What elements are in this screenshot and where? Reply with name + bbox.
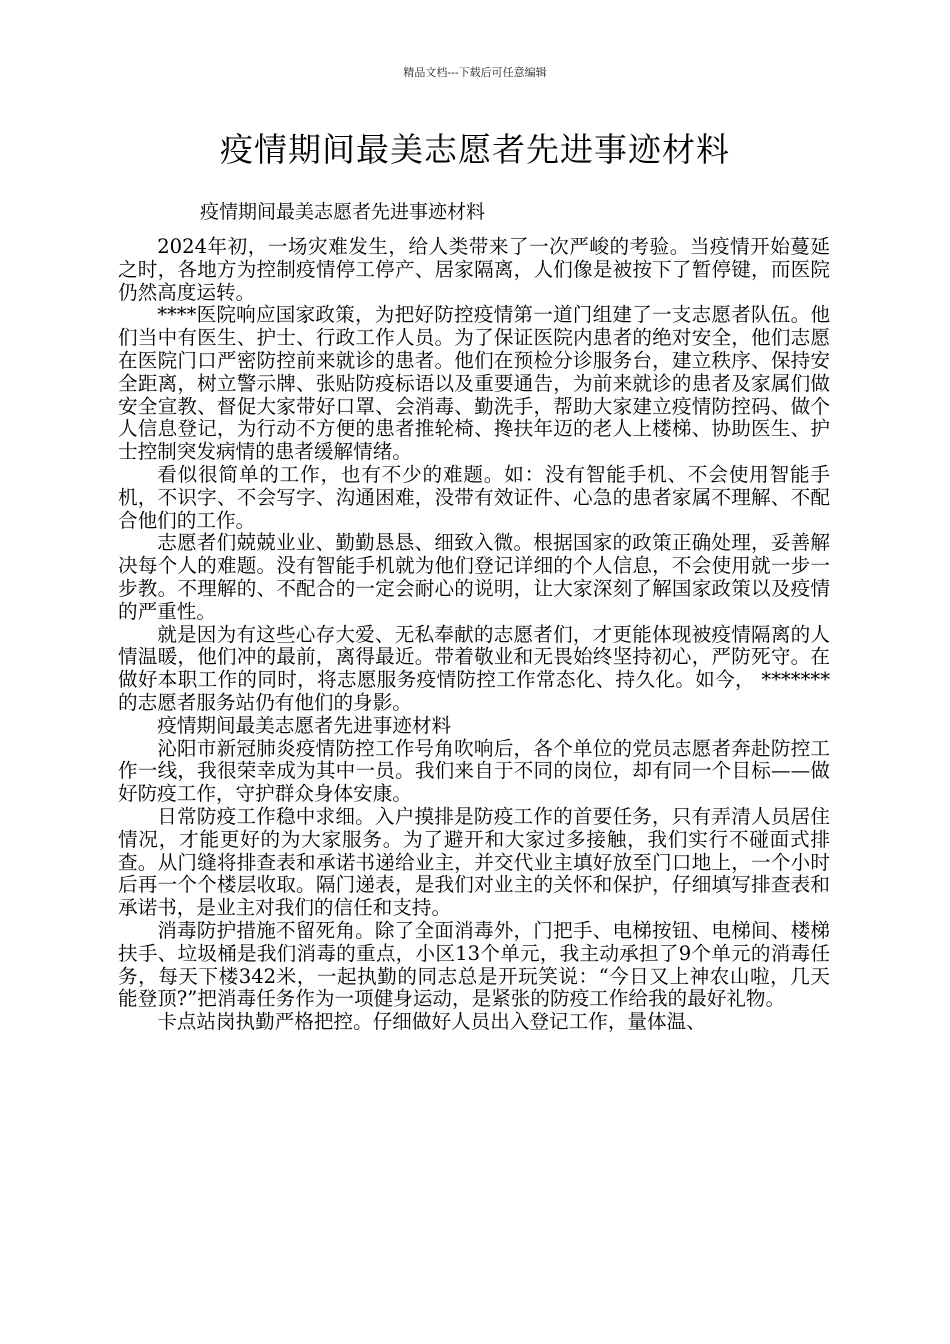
document-title: 疫情期间最美志愿者先进事迹材料 bbox=[220, 130, 730, 169]
paragraph: 志愿者们兢兢业业、勤勤恳恳、细致入微。根据国家的政策正确处理，妥善解决每个人的难题。没有智能手机就为他们登记详细的个人信息，不会使用就一步一步教。不理解的、不配合的一定会耐心的说明，让大家深刻了解国家政策以及疫情的严重性。 bbox=[118, 531, 830, 623]
paragraph: 就是因为有这些心存大爱、无私奉献的志愿者们，才更能体现被疫情隔离的人情温暖，他们冲的最前，离得最近。带着敬业和无畏始终坚持初心，严防死守。在做好本职工作的同时，将志愿服务疫情防控工作常态化、持久化。如今， *******的志愿者服务站仍有他们的身影。 bbox=[118, 622, 830, 714]
document-subtitle: 疫情期间最美志愿者先进事迹材料 bbox=[200, 201, 486, 223]
paragraph: 日常防疫工作稳中求细。入户摸排是防疫工作的首要任务，只有弄清人员居住情况，才能更好的为大家服务。为了避开和大家过多接触，我们实行不碰面式排查。从门缝将排查表和承诺书递给业主，并交代业主填好放至门口地上，一个小时后再一个个楼层收取。隔门递表，是我们对业主的关怀和保护，仔细填写排查表和承诺书，是业主对我们的信任和支持。 bbox=[118, 804, 830, 920]
paragraph: 看似很简单的工作，也有不少的难题。如：没有智能手机、不会使用智能手机，不识字、不会写字、沟通困难，没带有效证件、心急的患者家属不理解、不配合他们的工作。 bbox=[118, 462, 830, 532]
page-header-note: 精品文档---下载后可任意编辑 bbox=[403, 66, 547, 79]
document-body bbox=[118, 236, 830, 1034]
paragraph: 2024年初，一场灾难发生，给人类带来了一次严峻的考验。当疫情开始蔓延之时，各地方为控制疫情停工停产、居家隔离，人们像是被按下了暂停键，而医院仍然高度运转。 bbox=[118, 235, 830, 304]
paragraph: ****医院响应国家政策，为把好防控疫情第一道门组建了一支志愿者队伍。他们当中有医生、护士、行政工作人员。为了保证医院内患者的绝对安全，他们志愿在医院门口严密防控前来就诊的患者。他们在预检分诊服务台，建立秩序、保持安全距离，树立警示牌、张贴防疫标语以及重要通告，为前来就诊的患者及家属们做安全宣教、督促大家带好口罩、会消毒、勤洗手，帮助大家建立疫情防控码、做个人信息登记，为行动不方便的患者推轮椅、搀扶年迈的老人上楼梯、协助医生、护士控制突发病情的患者缓解情绪。 bbox=[118, 303, 830, 464]
paragraph: 消毒防护措施不留死角。除了全面消毒外，门把手、电梯按钮、电梯间、楼梯扶手、垃圾桶是我们消毒的重点，小区13个单元，我主动承担了9个单元的消毒任务，每天下楼342米，一起执勤的同志总是开玩笑说：“今日又上神农山啦，几天能登顶?”把消毒任务作为一项健身运动，是紧张的防疫工作给我的最好礼物。 bbox=[118, 918, 830, 1011]
paragraph: 卡点站岗执勤严格把控。仔细做好人员出入登记工作，量体温、 bbox=[157, 1010, 706, 1034]
section-heading: 疫情期间最美志愿者先进事迹材料 bbox=[157, 713, 452, 737]
paragraph: 沁阳市新冠肺炎疫情防控工作号角吹响后，各个单位的党员志愿者奔赴防控工作一线，我很荣幸成为其中一员。我们来自于不同的岗位，却有同一个目标——做好防疫工作，守护群众身体安康。 bbox=[118, 736, 830, 806]
